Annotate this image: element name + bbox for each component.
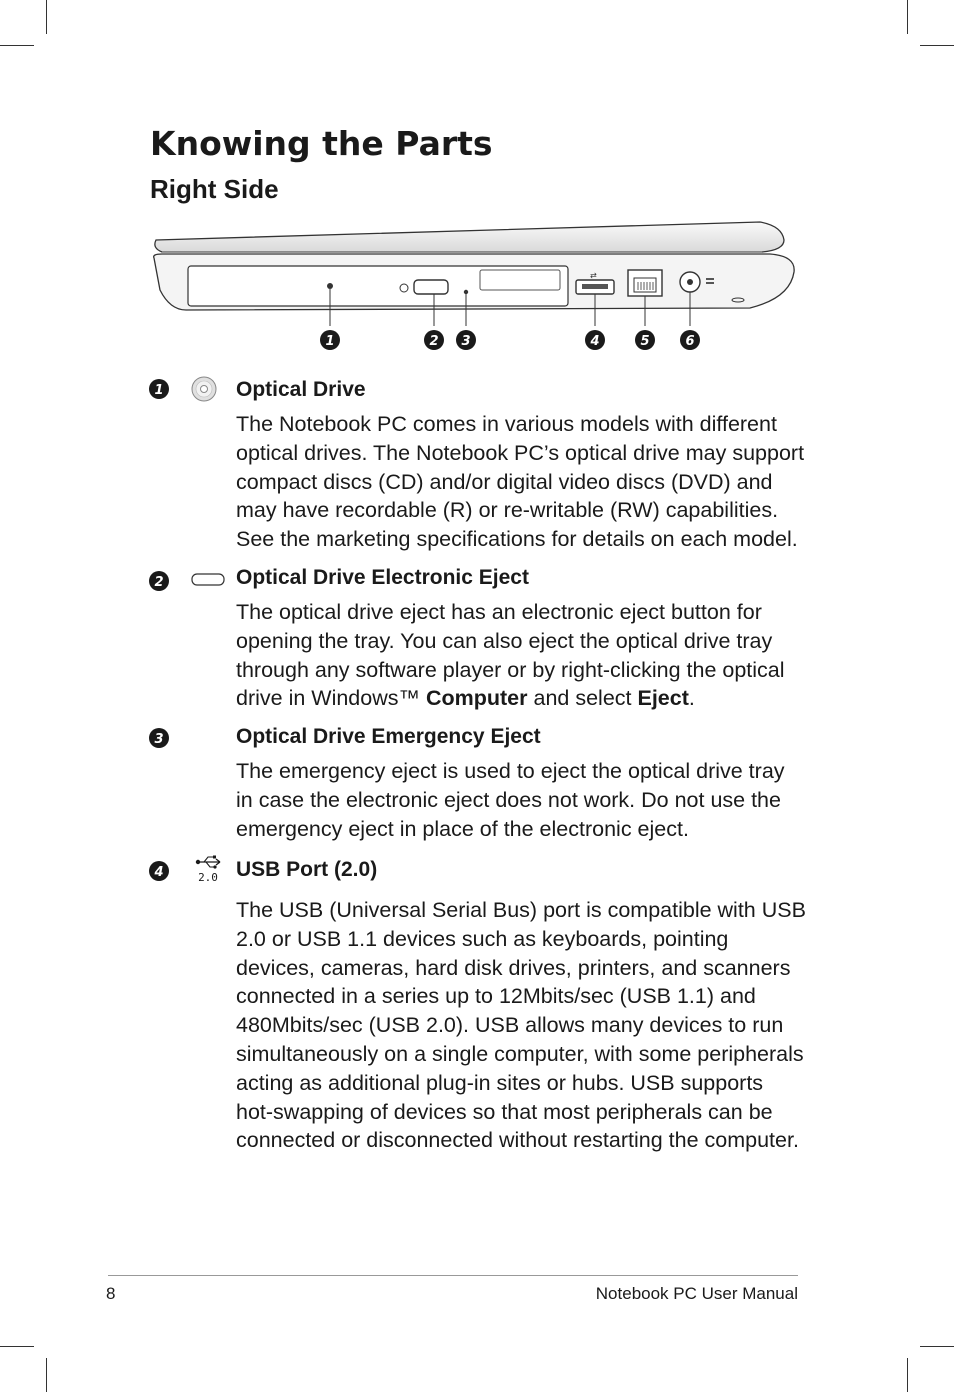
item-description: The USB (Universal Serial Bus) port is compatible with USB 2.0 or USB 1.1 devices such as keyboards, pointing devices, cameras, hard disk drives, printers, and scanners connected in a series up to 12Mbits/sec (USB 1.1) and 480Mbits/sec (USB 2.0). USB allows many devices to run simultaneously on a single computer, with some peripherals acting as additional plug-in sites or hubs. USB supports hot-swapping of devices so that most peripherals can be connected or disconnected without restarting the computer. bbox=[236, 898, 806, 1153]
callout-6 bbox=[680, 330, 700, 350]
item-heading: Optical Drive Electronic Eject bbox=[236, 566, 529, 589]
emergency-eject-hole bbox=[464, 290, 468, 294]
section-subtitle: Right Side bbox=[150, 174, 279, 204]
number-badge-1 bbox=[148, 378, 170, 400]
number-badge-2 bbox=[148, 570, 170, 592]
item-heading: Optical Drive Emergency Eject bbox=[236, 725, 541, 748]
eject-button-icon bbox=[190, 572, 228, 588]
svg-text:2.0: 2.0 bbox=[198, 871, 218, 884]
crop-mark bbox=[920, 1346, 954, 1347]
item-description: The emergency eject is used to eject the optical drive tray in case the electronic eject does not work. Do not use the emergency eject in place of the electronic eject. bbox=[236, 759, 785, 841]
crop-mark bbox=[0, 45, 34, 46]
manual-title: Notebook PC User Manual bbox=[595, 1284, 798, 1303]
eject-label: Eject bbox=[637, 686, 689, 711]
callout-1 bbox=[320, 330, 340, 350]
svg-text:⇄: ⇄ bbox=[590, 271, 597, 280]
callout-3 bbox=[456, 330, 476, 350]
usb-icon bbox=[192, 852, 228, 884]
number-badge-3 bbox=[148, 727, 170, 749]
number-badge-4 bbox=[148, 860, 170, 882]
crop-mark bbox=[0, 1346, 34, 1347]
svg-text:4: 4 bbox=[590, 334, 600, 349]
notebook-right-side-illustration bbox=[150, 218, 800, 353]
svg-text:1: 1 bbox=[325, 334, 335, 349]
footer-rule bbox=[108, 1275, 798, 1276]
optical-disc-icon bbox=[190, 375, 218, 403]
callout-2 bbox=[424, 330, 444, 350]
windows-computer-label: Computer bbox=[425, 686, 528, 711]
svg-text:3: 3 bbox=[154, 732, 164, 747]
svg-text:6: 6 bbox=[685, 334, 695, 349]
crop-mark bbox=[46, 1358, 47, 1392]
item-heading: Optical Drive bbox=[236, 378, 366, 401]
callout-4 bbox=[585, 330, 605, 350]
crop-mark bbox=[907, 1358, 908, 1392]
optical-drive-led bbox=[327, 283, 333, 289]
electronic-eject-button bbox=[414, 280, 448, 294]
crop-mark bbox=[907, 0, 908, 34]
svg-text:2: 2 bbox=[429, 334, 439, 349]
item-heading: USB Port (2.0) bbox=[236, 858, 378, 881]
page-title: Knowing the Parts bbox=[150, 124, 493, 163]
callout-5 bbox=[635, 330, 655, 350]
crop-mark bbox=[46, 0, 47, 34]
svg-text:1: 1 bbox=[154, 383, 164, 398]
svg-text:5: 5 bbox=[640, 334, 650, 349]
item-description: The optical drive eject has an electronic eject button for opening the tray. You can also eject the optical drive tray through any software player or by right-clicking the optical drive in Windows™ Computer and select Eject. bbox=[236, 600, 785, 711]
svg-text:2: 2 bbox=[154, 575, 164, 590]
svg-text:3: 3 bbox=[461, 334, 471, 349]
page-number: 8 bbox=[106, 1284, 116, 1303]
crop-mark bbox=[920, 45, 954, 46]
notebook-lid bbox=[155, 222, 784, 252]
svg-text:4: 4 bbox=[154, 865, 164, 880]
item-description: The Notebook PC comes in various models with different optical drives. The Notebook PC’s optical drive may support compact discs (CD) and/or digital video discs (DVD) and may have recordable (R) or re-writable (RW) capabilities. See the marketing specifications for details on each model. bbox=[236, 412, 805, 552]
